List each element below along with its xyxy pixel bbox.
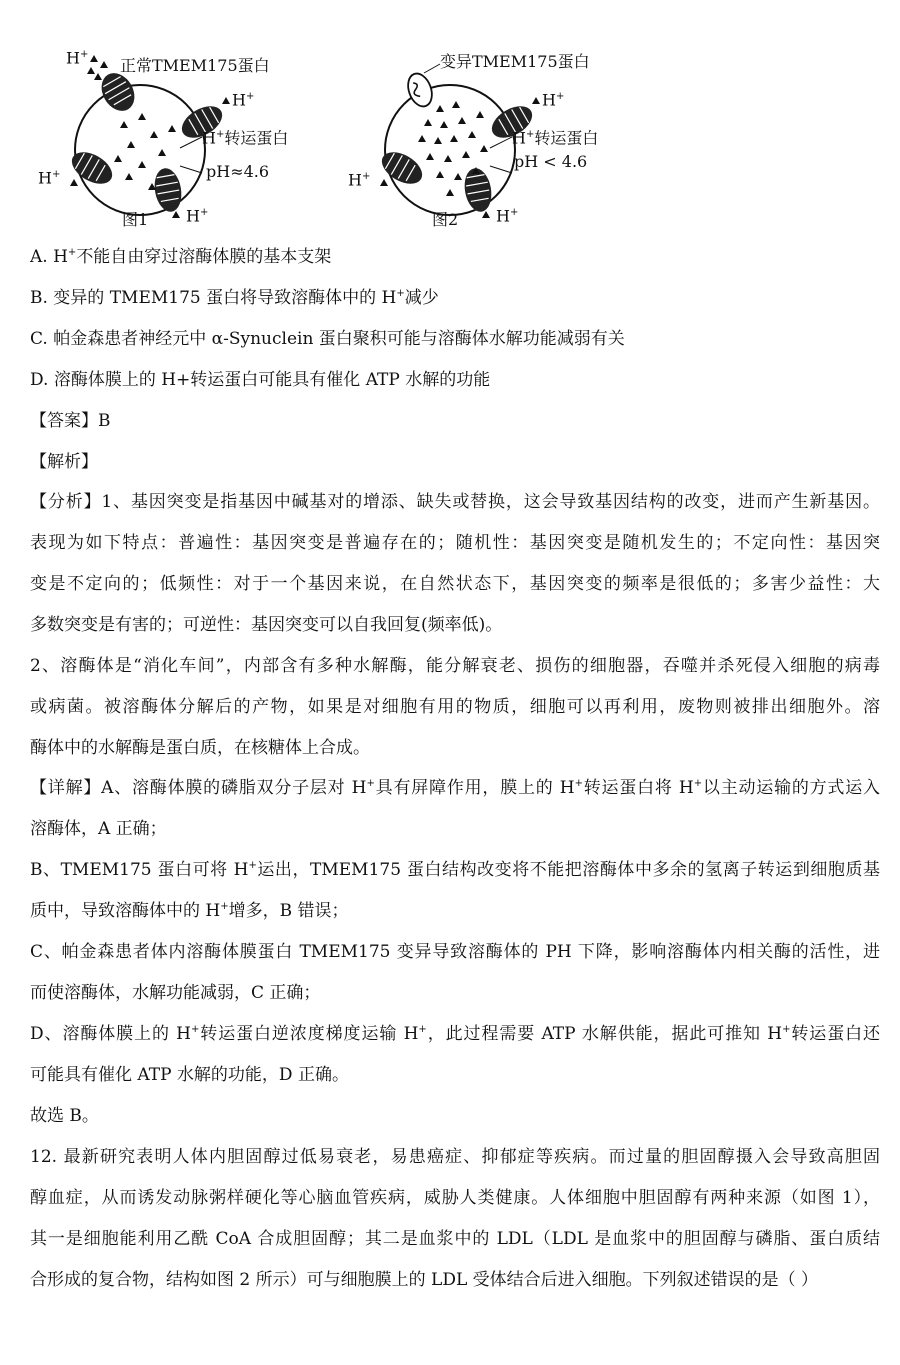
q12-line3: 其一是细胞能利用乙酰 CoA 合成胆固醇；其二是血浆中的 LDL（LDL 是血浆中的胆固醇与磷脂、蛋白质结 [30, 1229, 880, 1249]
analysis-p2-line3: 酶体中的水解酶是蛋白质，在核糖体上合成。 [30, 738, 370, 758]
fig2-protein-label: 变异TMEM175蛋白 [440, 52, 590, 71]
fig2-caption: 图2 [432, 210, 459, 229]
fig2-left-h-label: H+ [348, 170, 371, 190]
fig1-left-h-label: H+ [38, 168, 61, 188]
figure-1 [30, 40, 330, 235]
lysosome-membrane-1 [75, 85, 205, 215]
fig2-right-h-label: H+ [542, 90, 565, 110]
fig2-transporter-label: H+转运蛋白 [512, 128, 599, 148]
analysis-p1-line1: 【分析】1、基因突变是指基因中碱基对的增添、缺失或替换，这会导致基因结构的改变，进而产生新基因。 [30, 492, 880, 512]
option-b: B. 变异的 TMEM175 蛋白将导致溶酶体中的 H+减少 [30, 288, 439, 308]
answer: 【答案】B [30, 411, 111, 431]
detail-a-line2: 溶酶体，A 正确； [30, 819, 167, 839]
option-d: D. 溶酶体膜上的 H+转运蛋白可能具有催化 ATP 水解的功能 [30, 370, 491, 390]
analysis-p1-line4: 多数突变是有害的；可逆性：基因突变可以自我回复(频率低)。 [30, 615, 503, 635]
detail-c-line1: C、帕金森患者体内溶酶体膜蛋白 TMEM175 变异导致溶酶体的 PH 下降，影响溶酶体内相关酶的活性，进 [30, 942, 880, 962]
h-transporter-bottom-1 [151, 166, 184, 214]
detail-d-line1: D、溶酶体膜上的 H+转运蛋白逆浓度梯度运输 H+，此过程需要 ATP 水解供能，据此可推知 H+转运蛋白还 [30, 1024, 881, 1044]
detail-choice: 故选 B。 [30, 1106, 99, 1126]
figure-2 [340, 40, 640, 235]
fig1-right-h-label: H+ [232, 90, 255, 110]
q12-line4: 合形成的复合物，结构如图 2 所示）可与细胞膜上的 LDL 受体结合后进入细胞。下列叙述错误的是（ ） [30, 1270, 819, 1290]
fig2-ph-label: pH < 4.6 [514, 152, 588, 171]
fig1-transporter-label: H+转运蛋白 [202, 128, 289, 148]
fig1-protein-label: 正常TMEM175蛋白 [120, 56, 270, 75]
q12-line2: 醇血症，从而诱发动脉粥样硬化等心脑血管疾病，威胁人类健康。人体细胞中胆固醇有两种来源（如图 1）， [30, 1188, 880, 1208]
fig1-ph-label: pH≈4.6 [206, 162, 270, 181]
detail-c-line2: 而使溶酶体，水解功能减弱，C 正确； [30, 983, 321, 1003]
fig1-top-h-label: H+ [66, 48, 89, 68]
analysis-title: 【解析】 [30, 452, 98, 472]
option-a: A. H+不能自由穿过溶酶体膜的基本支架 [30, 247, 332, 267]
analysis-p2-line1: 2、溶酶体是“消化车间”，内部含有多种水解酶，能分解衰老、损伤的细胞器，吞噬并杀死侵入细胞的病毒 [30, 656, 880, 676]
detail-b-line1: B、TMEM175 蛋白可将 H+运出，TMEM175 蛋白结构改变将不能把溶酶体中多余的氢离子转运到细胞质基 [30, 860, 880, 880]
detail-d-line2: 可能具有催化 ATP 水解的功能，D 正确。 [30, 1065, 349, 1085]
detail-a-line1: 【详解】A、溶酶体膜的磷脂双分子层对 H+具有屏障作用，膜上的 H+转运蛋白将 H+以主动运输的方式运入 [30, 778, 881, 798]
option-c: C. 帕金森患者神经元中 α-Synuclein 蛋白聚积可能与溶酶体水解功能减弱有关 [30, 329, 625, 349]
analysis-p1-line2: 表现为如下特点：普遍性：基因突变是普遍存在的；随机性：基因突变是随机发生的；不定向性：基因突 [30, 533, 880, 553]
fig1-caption: 图1 [122, 210, 149, 229]
fig1-bottom-h-label: H+ [186, 206, 209, 226]
tmem175-mutant-protein [404, 70, 436, 109]
detail-b-line2: 质中，导致溶酶体中的 H+增多，B 错误； [30, 901, 349, 921]
fig2-bottom-h-label: H+ [496, 206, 519, 226]
q12-line1: 12. 最新研究表明人体内胆固醇过低易衰老，易患癌症、抑郁症等疾病。而过量的胆固醇摄入会导致高胆固 [30, 1147, 880, 1167]
analysis-p2-line2: 或病菌。被溶酶体分解后的产物，如果是对细胞有用的物质，细胞可以再利用，废物则被排出细胞外。溶 [30, 697, 880, 717]
analysis-p1-line3: 变是不定向的；低频性：对于一个基因来说，在自然状态下，基因突变的频率是很低的；多害少益性：大 [30, 574, 880, 594]
